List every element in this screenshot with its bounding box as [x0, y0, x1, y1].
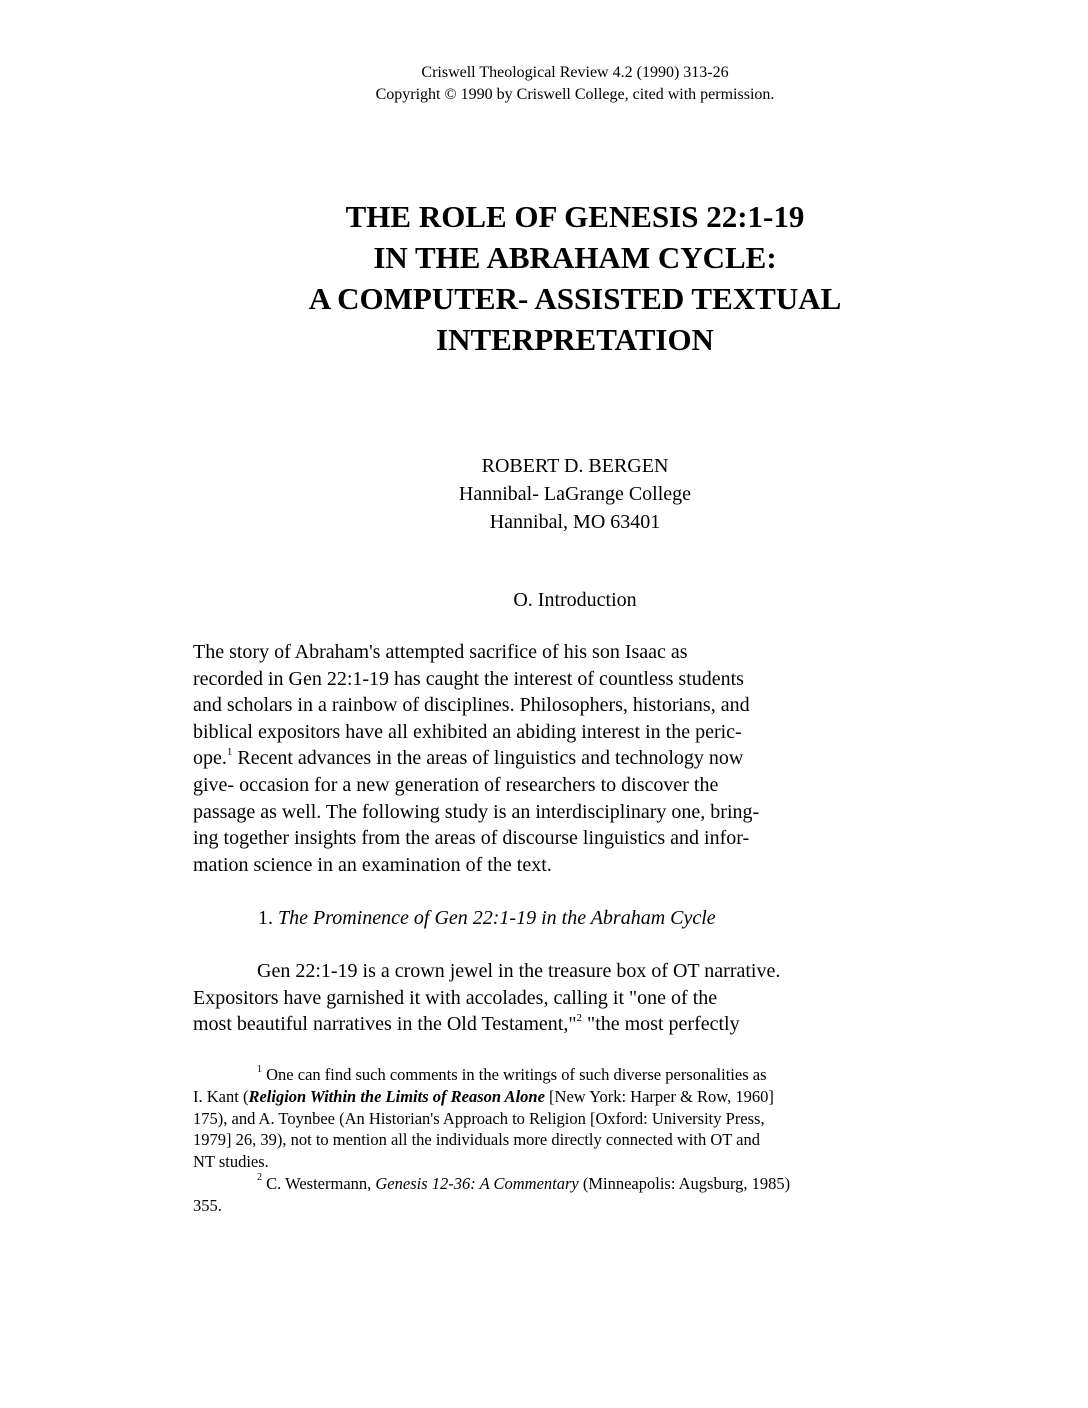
text-fragment: [New York: Harper & Row, 1960]	[544, 1086, 774, 1106]
footnote-reference[interactable]: 1	[226, 745, 233, 758]
footnote-2-line	[193, 1173, 903, 1195]
text-line: Expositors have garnished it with accolades, calling it "one of the	[193, 986, 718, 1009]
text-line	[193, 1011, 893, 1038]
text-line: Gen 22:1-19 is a crown jewel in the treasure box of OT narrative.	[257, 960, 781, 982]
footnote-reference[interactable]: 2	[576, 1011, 583, 1024]
title-line: A COMPUTER- ASSISTED TEXTUAL	[308, 281, 842, 316]
text-line: mation science in an examination of the text.	[193, 853, 552, 876]
footnote-1-line	[193, 1064, 903, 1086]
text-fragment: "the most perfectly	[582, 1013, 740, 1036]
title-line: IN THE ABRAHAM CYCLE:	[373, 240, 777, 275]
section-title: The Prominence of Gen 22:1-19 in the Abraham Cycle	[278, 907, 716, 929]
journal-header	[280, 62, 870, 106]
footnote-2-line: 355.	[193, 1195, 222, 1215]
footnote-1-line: 1979] 26, 39), not to mention all the individuals more directly connected with OT and	[193, 1130, 760, 1150]
cited-work-title: Religion Within the Limits of Reason Alone	[248, 1086, 545, 1106]
footnote-marker: 1	[257, 1063, 262, 1075]
footnote-1-line	[193, 1086, 903, 1108]
text-line: The story of Abraham's attempted sacrifice of his son Isaac as	[193, 641, 688, 663]
article-title	[230, 196, 920, 360]
text-line: passage as well. The following study is an interdisciplinary one, bring-	[193, 800, 760, 823]
text-line: give- occasion for a new generation of researchers to discover the	[193, 773, 719, 796]
text-fragment: (Minneapolis: Augsburg, 1985)	[578, 1173, 791, 1193]
author-name: ROBERT D. BERGEN	[481, 455, 669, 477]
section-heading-introduction: O. Introduction	[513, 589, 637, 611]
text-line: biblical expositors have all exhibited an abiding interest in the peric-	[193, 720, 742, 743]
copyright-notice: Copyright © 1990 by Criswell College, cited with permission.	[375, 86, 775, 103]
title-line: INTERPRETATION	[436, 322, 714, 357]
text-fragment: most beautiful narratives in the Old Testament,"	[193, 1013, 577, 1036]
cited-work-title: Genesis 12-36: A Commentary	[375, 1173, 579, 1193]
section-number: 1.	[258, 907, 278, 929]
text-line	[193, 745, 893, 772]
text-line: ing together insights from the areas of discourse linguistics and infor-	[193, 827, 750, 850]
title-line: THE ROLE OF GENESIS 22:1-19	[345, 199, 805, 234]
author-location: Hannibal, MO 63401	[489, 511, 661, 533]
text-line: recorded in Gen 22:1-19 has caught the interest of countless students	[193, 667, 744, 690]
author-block	[380, 452, 770, 536]
text-line: and scholars in a rainbow of disciplines. Philosophers, historians, and	[193, 694, 750, 717]
introduction-paragraph	[193, 639, 893, 878]
text-fragment: ope.	[193, 747, 227, 770]
section-heading-prominence	[258, 904, 716, 932]
footnote-1-line: 175), and A. Toynbee (An Historian's Approach to Religion [Oxford: University Press,	[193, 1108, 765, 1128]
footnotes	[193, 1064, 903, 1217]
text-fragment: C. Westermann,	[262, 1173, 376, 1193]
author-institution: Hannibal- LaGrange College	[458, 483, 692, 505]
text-fragment: Recent advances in the areas of linguistics and technology now	[232, 747, 744, 770]
footnote-marker: 2	[257, 1172, 262, 1184]
text-fragment: One can find such comments in the writings of such diverse personalities as	[262, 1065, 767, 1084]
text-fragment: I. Kant (	[193, 1086, 249, 1106]
journal-citation: Criswell Theological Review 4.2 (1990) 313-26	[421, 64, 729, 81]
footnote-1-line: NT studies.	[193, 1152, 269, 1172]
prominence-paragraph	[193, 958, 893, 1038]
